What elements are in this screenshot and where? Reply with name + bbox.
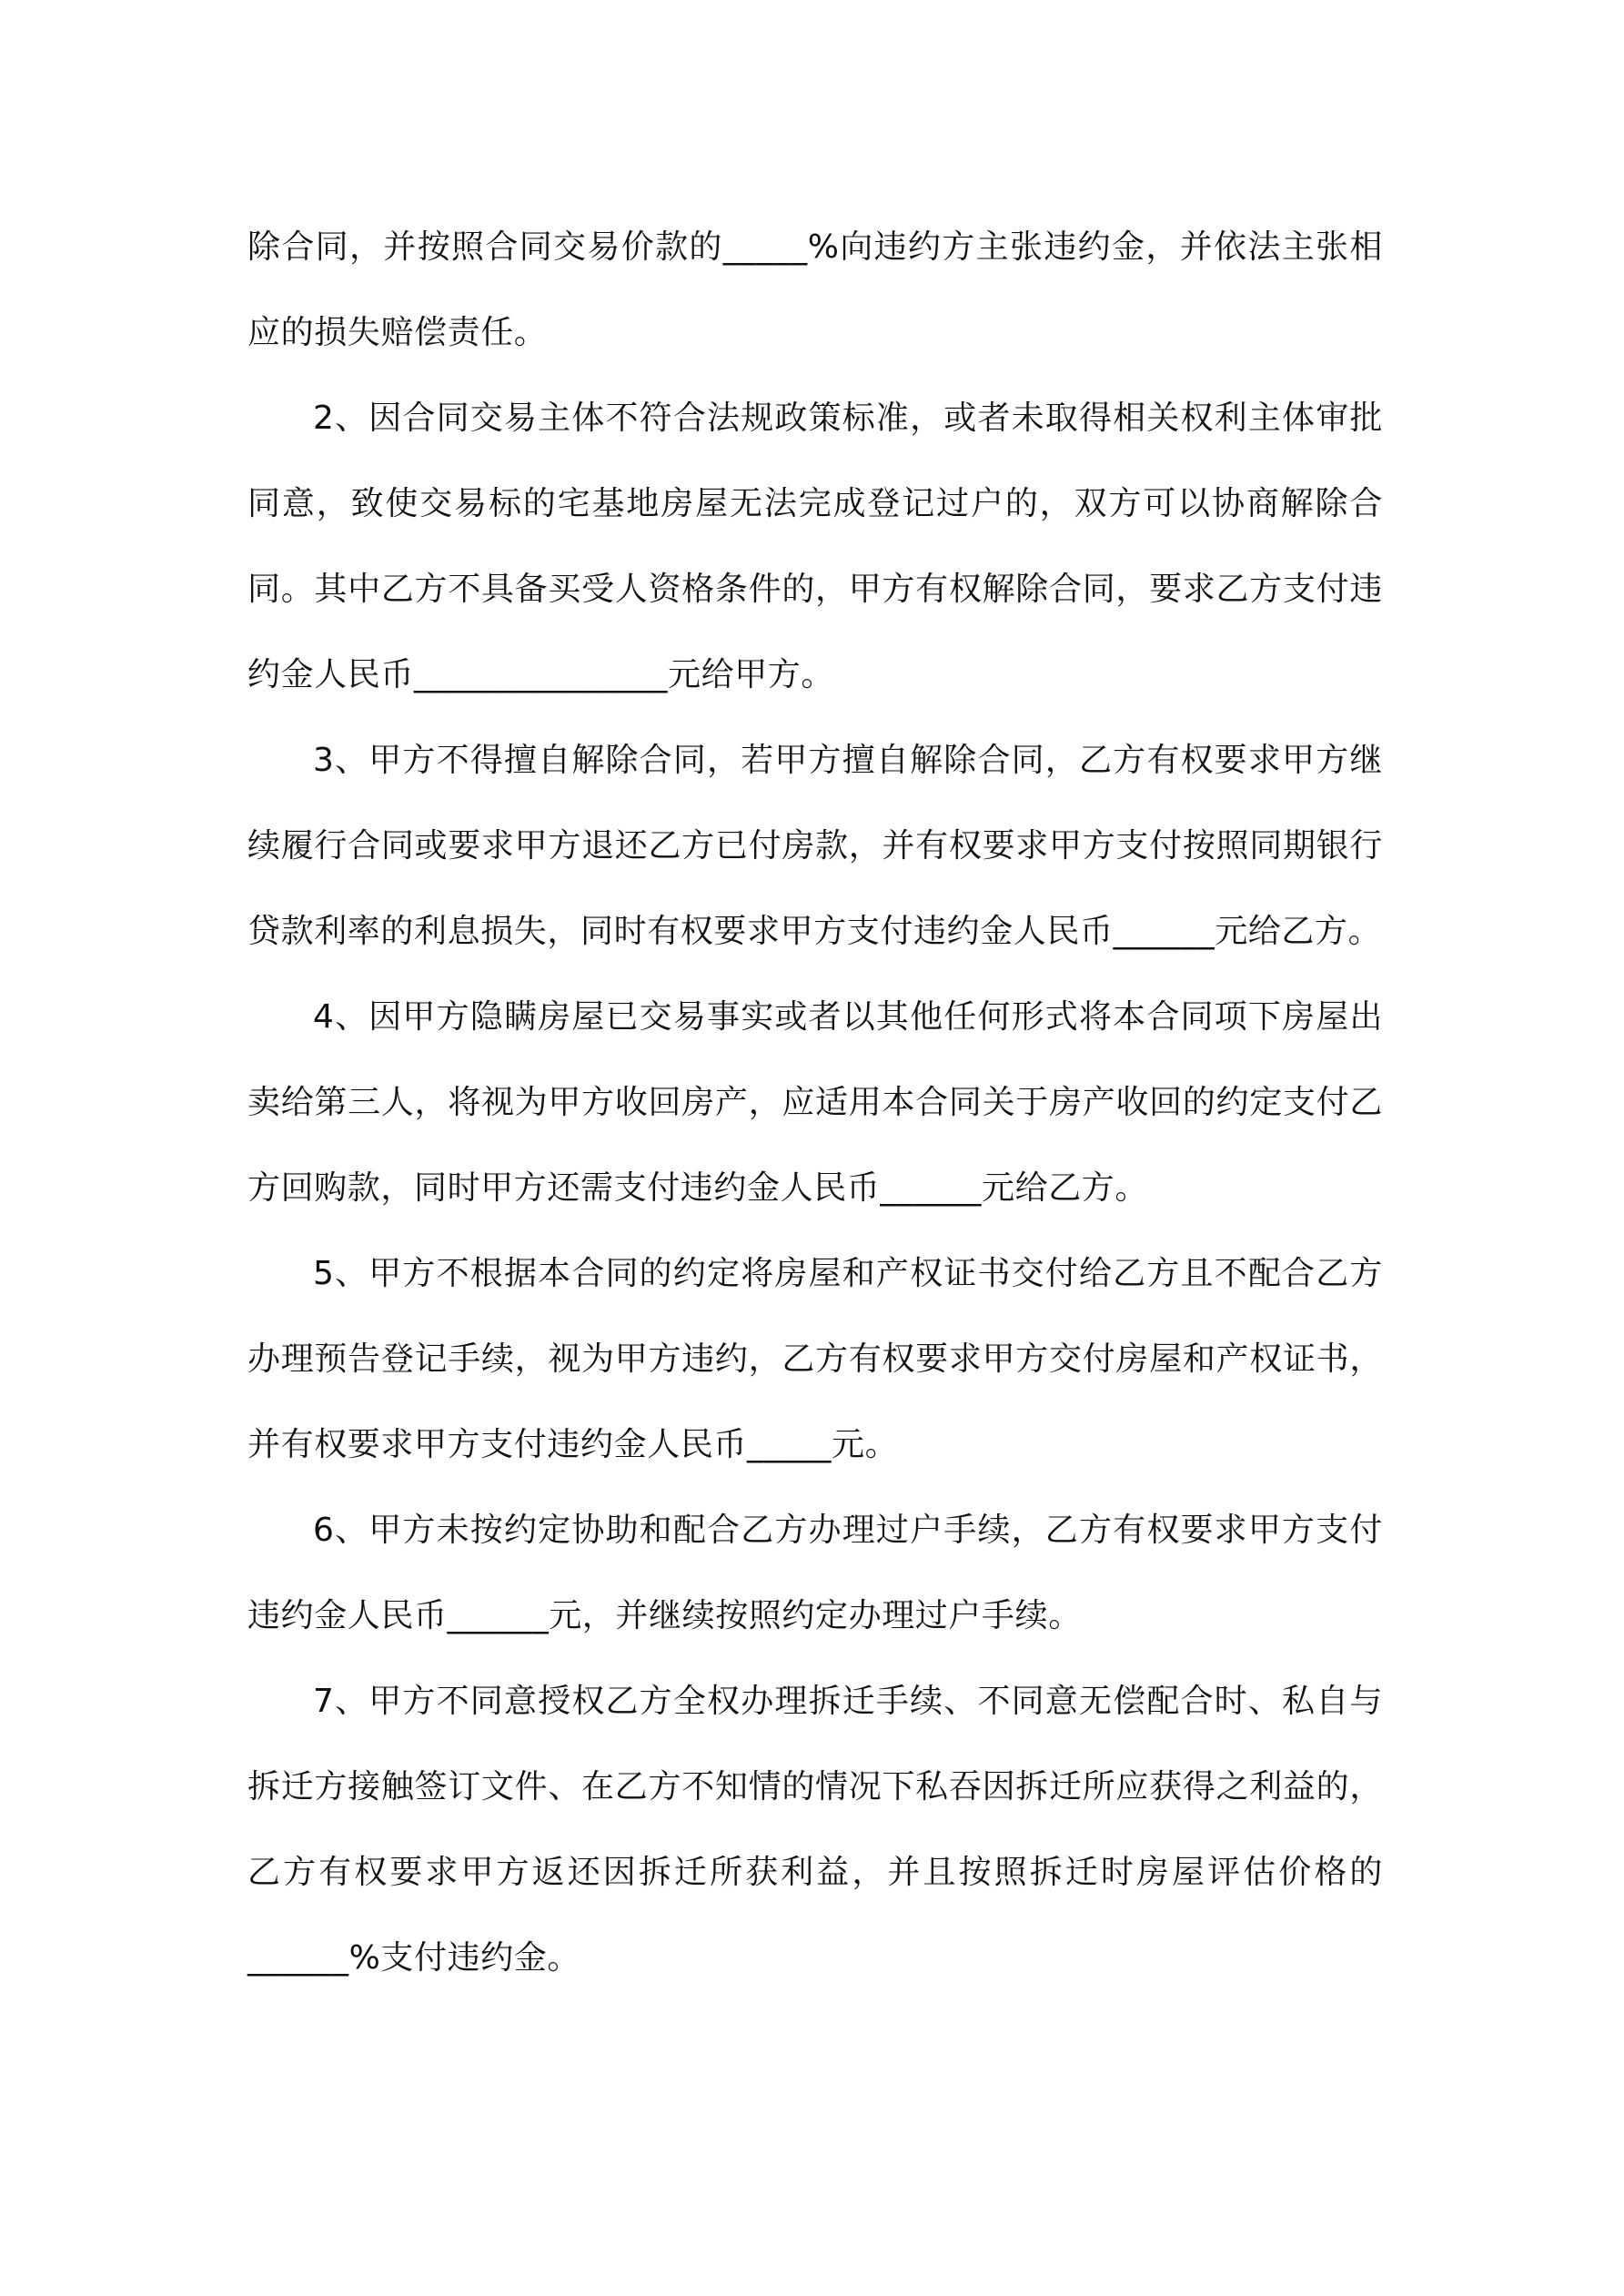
- paragraph-clause-7: 7、甲方不同意授权乙方全权办理拆迁手续、不同意无偿配合时、私自与拆迁方接触签订文件、在乙方不知情的情况下私吞因拆迁所应获得之利益的，乙方有权要求甲方返还因拆迁所获利益，并且按照拆迁时房屋评估价格的______%支付违约金。: [247, 1683, 1383, 1977]
- paragraph-clause-4: 4、因甲方隐瞒房屋已交易事实或者以其他任何形式将本合同项下房屋出卖给第三人，将视为甲方收回房产，应适用本合同关于房产收回的约定支付乙方回购款，同时甲方还需支付违约金人民币______元给乙方。: [247, 998, 1383, 1207]
- paragraph-clause-5: 5、甲方不根据本合同的约定将房屋和产权证书交付给乙方且不配合乙方办理预告登记手续，视为甲方违约，乙方有权要求甲方交付房屋和产权证书，并有权要求甲方支付违约金人民币_____元。: [247, 1255, 1383, 1463]
- document-body: [247, 205, 1383, 2001]
- paragraph-continuation: 除合同，并按照合同交易价款的_____%向违约方主张违约金，并依法主张相应的损失赔偿责任。: [247, 228, 1383, 351]
- paragraph-clause-3: 3、甲方不得擅自解除合同，若甲方擅自解除合同，乙方有权要求甲方继续履行合同或要求甲方退还乙方已付房款，并有权要求甲方支付按照同期银行贷款利率的利息损失，同时有权要求甲方支付违约金人民币______元给乙方。: [247, 742, 1383, 950]
- paragraph-clause-6: 6、甲方未按约定协助和配合乙方办理过户手续，乙方有权要求甲方支付违约金人民币______元，并继续按照约定办理过户手续。: [247, 1512, 1383, 1634]
- paragraph-clause-2: 2、因合同交易主体不符合法规政策标准，或者未取得相关权利主体审批同意，致使交易标的宅基地房屋无法完成登记过户的，双方可以协商解除合同。其中乙方不具备买受人资格条件的，甲方有权解除合同，要求乙方支付违约金人民币_______________元给甲方。: [247, 400, 1383, 693]
